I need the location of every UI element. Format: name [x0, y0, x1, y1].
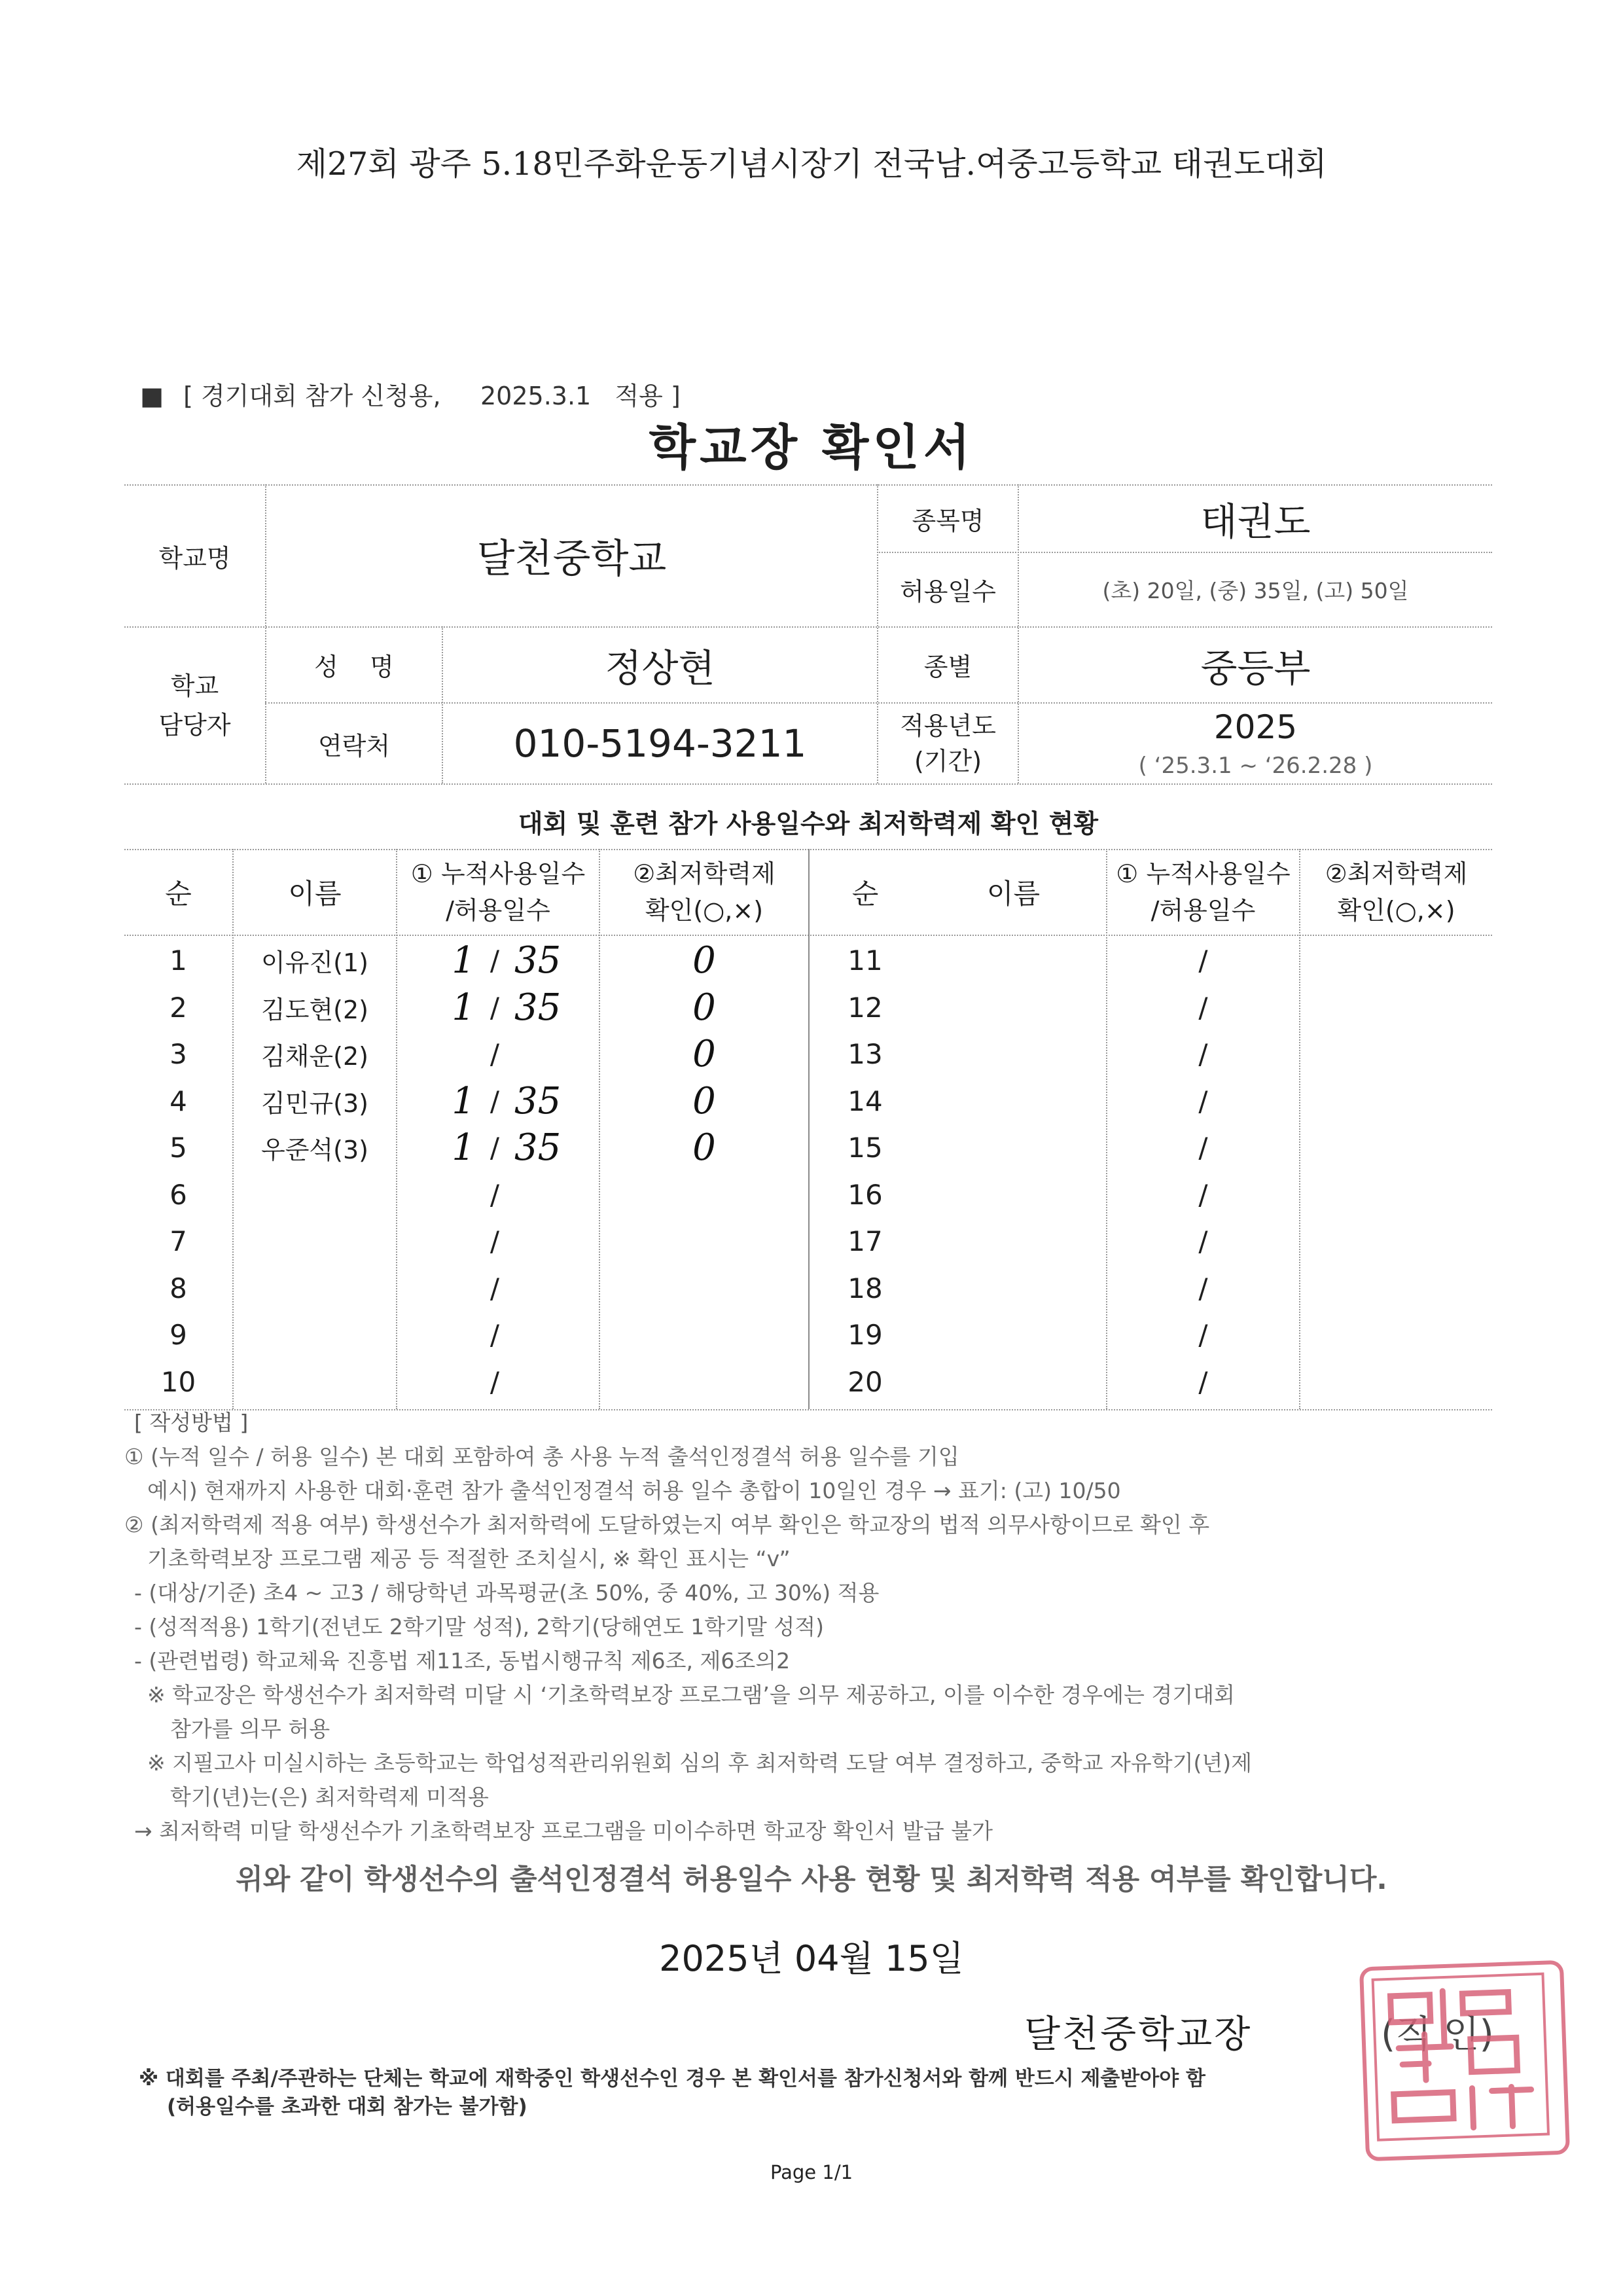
- row-sep: /: [490, 1132, 500, 1164]
- contact-label: 연락처: [317, 731, 391, 761]
- row-check: [600, 1265, 808, 1312]
- row-check: [1300, 1359, 1492, 1406]
- row-check: 0: [692, 986, 716, 1029]
- row-no: 7: [169, 1225, 187, 1258]
- row-no: 9: [169, 1319, 187, 1352]
- note-line: ※ 지필고사 미실시하는 초등학교는 학업성적관리위원회 심의 후 최저학력 도달 여부 결정하고, 중학교 자유학기(년)제: [147, 1750, 1253, 1776]
- row-no: 8: [169, 1272, 187, 1304]
- sport-label: 종목명: [912, 506, 984, 535]
- seal-label: (직 인): [1381, 2013, 1494, 2056]
- row-allowed: 35: [514, 939, 562, 982]
- row-name: 이유진(1): [261, 948, 368, 978]
- note-line: 학기(년)는(은) 최저학력제 미적용: [170, 1784, 489, 1810]
- row-check: [1300, 1172, 1492, 1219]
- header-no: 순: [851, 878, 879, 910]
- row-check: [1300, 1218, 1492, 1265]
- note-line: 기초학력보장 프로그램 제공 등 적절한 조치실시, ※ 확인 표시는 “v”: [147, 1546, 791, 1571]
- row-check: 0: [692, 1126, 716, 1170]
- row-days: [397, 1359, 599, 1406]
- row-days: [397, 1312, 599, 1359]
- row-days: /: [1198, 1178, 1208, 1211]
- row-days: [397, 1265, 599, 1312]
- row-days: /: [1198, 991, 1208, 1024]
- row-allowed: 35: [514, 1079, 562, 1122]
- row-no: 15: [847, 1132, 883, 1164]
- row-no: 4: [169, 1085, 187, 1117]
- row-check: [600, 1172, 808, 1219]
- row-allowed: 35: [514, 1126, 562, 1170]
- row-sep: /: [490, 1225, 500, 1258]
- row-name: 김도현(2): [261, 995, 368, 1024]
- note-line: - (대상/기준) 초4 ~ 고3 / 해당학년 과목평균(초 50%, 중 40%, 고 30%) 적용: [134, 1580, 880, 1605]
- confirm-statement: 위와 같이 학생선수의 출석인정결석 허용일수 사용 현황 및 최저학력 적용 여부를 확인합니다.: [236, 1863, 1387, 1896]
- allowed-label: 허용일수: [900, 577, 996, 606]
- row-no: 12: [847, 991, 883, 1024]
- row-days: /: [1198, 1225, 1208, 1258]
- footer-note: ※ 대회를 주최/주관하는 단체는 학교에 재학중인 학생선수인 경우 본 확인서를 참가신청서와 함께 반드시 제출받아야 함: [139, 2067, 1205, 2090]
- row-name: [234, 1312, 396, 1359]
- header-days: ① 누적사용일수 /허용일수: [410, 859, 586, 925]
- row-days: [397, 1218, 599, 1265]
- row-sep: /: [490, 944, 500, 977]
- row-no: 1: [169, 944, 187, 977]
- row-no: 13: [847, 1038, 883, 1071]
- bullet-icon: ■: [140, 382, 164, 410]
- row-check: [1300, 1265, 1492, 1312]
- row-check: [1300, 1124, 1492, 1172]
- header-name: 이름: [986, 878, 1041, 910]
- row-no: 17: [847, 1225, 883, 1258]
- note-line: - (관련법령) 학교체육 진흥법 제11조, 동법시행규칙 제6조, 제6조의2: [134, 1648, 791, 1674]
- row-name: [921, 984, 1106, 1031]
- row-sep: /: [490, 1365, 500, 1398]
- year-value: 2025: [1213, 708, 1298, 746]
- row-name: [921, 937, 1106, 984]
- row-name: [921, 1172, 1106, 1219]
- row-days: [397, 1031, 599, 1078]
- header-name: 이름: [288, 878, 342, 910]
- row-check: [1300, 1031, 1492, 1078]
- event-title: 제27회 광주 5.18민주화운동기념시장기 전국남.여중고등학교 태권도대회: [296, 145, 1327, 183]
- row-used: 1: [452, 939, 475, 982]
- row-sep: /: [490, 1319, 500, 1352]
- name-value: 정상현: [605, 645, 715, 691]
- year-period: ( ‘25.3.1 ~ ‘26.2.28 ): [1138, 753, 1373, 779]
- header-days: ① 누적사용일수 /허용일수: [1116, 859, 1291, 925]
- row-days: /: [1198, 1319, 1208, 1352]
- seal-stamp-icon: [1359, 1960, 1570, 2162]
- row-check: [1300, 1078, 1492, 1125]
- row-name: [234, 1172, 396, 1219]
- row-check: 0: [692, 939, 716, 982]
- header-no: 순: [165, 878, 192, 910]
- row-days: [397, 984, 599, 1031]
- note-line: ② (최저학력제 적용 여부) 학생선수가 최저학력에 도달하였는지 여부 확인은 학교장의 법적 의무사항이므로 확인 후: [124, 1512, 1210, 1537]
- school-label: 학교명: [158, 543, 231, 573]
- divider: [124, 783, 1492, 785]
- manager-label: 학교 담당자: [158, 672, 231, 740]
- row-sep: /: [490, 991, 500, 1024]
- row-sep: /: [490, 1272, 500, 1304]
- row-days: [397, 1078, 599, 1125]
- row-days: /: [1198, 1085, 1208, 1117]
- principal-name: 달천중학교장: [1024, 2013, 1253, 2056]
- row-check: [1300, 937, 1492, 984]
- contact-value: 010-5194-3211: [513, 721, 807, 766]
- sport-value: 태권도: [1200, 499, 1311, 544]
- row-name: [921, 1031, 1106, 1078]
- row-used: 1: [452, 1126, 475, 1170]
- issue-date: 2025년 04월 15일: [659, 1938, 964, 1979]
- row-sep: /: [490, 1085, 500, 1117]
- row-no: 19: [847, 1319, 883, 1352]
- row-no: 11: [847, 944, 883, 977]
- note-line: 예시) 현재까지 사용한 대회·훈련 참가 출석인정결석 허용 일수 총합이 10일인 경우 → 표기: (고) 10/50: [147, 1478, 1121, 1503]
- row-check: 0: [692, 1033, 716, 1076]
- footer-note: (허용일수를 초과한 대회 참가는 불가함): [167, 2095, 527, 2119]
- row-days: /: [1198, 1272, 1208, 1304]
- row-check: 0: [692, 1079, 716, 1122]
- row-days: /: [1198, 1365, 1208, 1398]
- row-no: 10: [160, 1365, 196, 1398]
- division-label: 종별: [923, 653, 972, 681]
- row-used: 1: [452, 1079, 475, 1122]
- note-line: ※ 학교장은 학생선수가 최저학력 미달 시 ‘기초학력보장 프로그램’을 의무 제공하고, 이를 이수한 경우에는 경기대회: [147, 1682, 1235, 1708]
- page-number: Page 1/1: [770, 2161, 853, 2183]
- row-no: 14: [847, 1085, 883, 1117]
- school-value: 달천중학교: [476, 536, 667, 582]
- notes: [124, 1406, 1492, 1848]
- row-name: [234, 1218, 396, 1265]
- form-tag-text: [ 경기대회 참가 신청용, 2025.3.1 적용 ]: [183, 382, 681, 410]
- row-check: [1300, 1312, 1492, 1359]
- year-label: 적용년도 (기간): [900, 711, 996, 776]
- note-line: 참가를 의무 허용: [170, 1716, 330, 1742]
- row-no: 6: [169, 1178, 187, 1211]
- row-name: [921, 1265, 1106, 1312]
- allowed-value: (초) 20일, (중) 35일, (고) 50일: [1102, 578, 1409, 603]
- division-value: 중등부: [1200, 645, 1311, 691]
- row-name: 김민규(3): [261, 1088, 368, 1118]
- row-days: [397, 937, 599, 984]
- row-name: 우준석(3): [261, 1136, 368, 1165]
- row-name: [921, 1359, 1106, 1406]
- row-days: /: [1198, 1038, 1208, 1071]
- note-line: ① (누적 일수 / 허용 일수) 본 대회 포함하여 총 사용 누적 출석인정결석 허용 일수를 기입: [124, 1444, 959, 1469]
- row-allowed: 35: [514, 986, 562, 1029]
- row-no: 3: [169, 1038, 187, 1071]
- row-name: [921, 1218, 1106, 1265]
- note-line: → 최저학력 미달 학생선수가 기초학력보장 프로그램을 미이수하면 학교장 확인서 발급 불가: [134, 1818, 993, 1844]
- doc-title: 학교장 확인서: [649, 420, 974, 476]
- row-days: [397, 1172, 599, 1219]
- row-days: [397, 1124, 599, 1172]
- notes-heading: [ 작성방법 ]: [134, 1410, 249, 1435]
- row-name: [234, 1359, 396, 1406]
- header-check: ②최저학력제 확인(○,×): [1325, 859, 1468, 925]
- row-name: [921, 1078, 1106, 1125]
- row-no: 20: [847, 1365, 883, 1398]
- row-no: 18: [847, 1272, 883, 1304]
- row-check: [600, 1359, 808, 1406]
- row-no: 16: [847, 1178, 883, 1211]
- row-name: [921, 1312, 1106, 1359]
- row-sep: /: [490, 1178, 500, 1211]
- row-no: 5: [169, 1132, 187, 1164]
- row-name: [234, 1265, 396, 1312]
- row-days: /: [1198, 944, 1208, 977]
- row-no: 2: [169, 991, 187, 1024]
- row-check: [600, 1218, 808, 1265]
- row-name: 김채운(2): [261, 1042, 368, 1071]
- row-days: /: [1198, 1132, 1208, 1164]
- note-line: - (성적적용) 1학기(전년도 2학기말 성적), 2학기(당해연도 1학기말 성적): [134, 1614, 825, 1640]
- row-check: [600, 1312, 808, 1359]
- name-label: 성 명: [314, 653, 394, 681]
- row-sep: /: [490, 1038, 500, 1071]
- row-name: [921, 1124, 1106, 1172]
- status-title: 대회 및 훈련 참가 사용일수와 최저학력제 확인 현황: [518, 810, 1099, 839]
- form-tag: [124, 347, 681, 412]
- row-used: 1: [452, 986, 475, 1029]
- header-check: ②최저학력제 확인(○,×): [633, 859, 776, 925]
- row-check: [1300, 984, 1492, 1031]
